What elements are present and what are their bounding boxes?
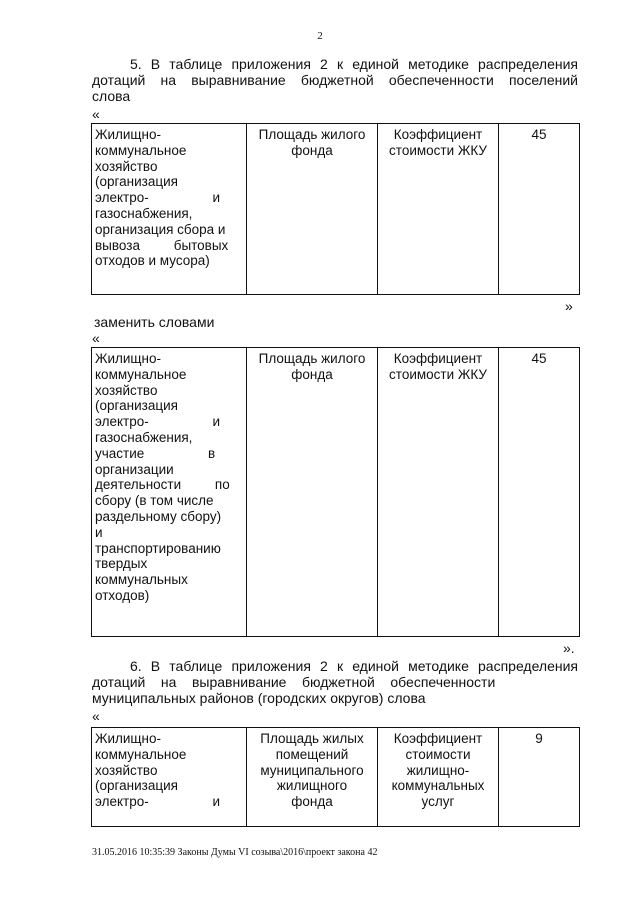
cell-line: Жилищно- — [95, 127, 161, 142]
cell-line: твердых — [95, 556, 148, 572]
cell-line: Коэффициент — [393, 127, 483, 142]
paragraph-line: слова — [92, 88, 131, 104]
cell-line: жилищно- — [406, 762, 470, 778]
cell-line: стоимости ЖКУ — [389, 142, 487, 158]
cell-line: стоимости ЖКУ — [389, 366, 487, 382]
cell-line: (организация — [95, 398, 178, 414]
table-cell-coefficient — [378, 348, 499, 637]
cell-line: фонда — [291, 142, 333, 158]
cell-line: хозяйство — [95, 762, 158, 778]
footer-file-path: 31.05.2016 10:35:39 Законы Думы VI созыва\2016\проект закона 42 — [92, 847, 378, 858]
table-row — [92, 124, 580, 295]
table-cell-indicator — [247, 124, 378, 295]
cell-line: коммунальных — [95, 572, 188, 588]
paragraph-5 — [92, 56, 578, 104]
table-cell-coefficient — [378, 124, 499, 295]
paragraph-line: дотаций на выравнивание бюджетной обеспеченности поселений — [92, 72, 578, 88]
cell-line: сбору (в том числе — [95, 493, 214, 509]
cell-line: услуг — [421, 794, 455, 810]
cell-line: фонда — [291, 366, 333, 382]
table-cell-branch — [92, 348, 247, 637]
cell-line: организации — [95, 461, 174, 477]
cell-line: Коэффициент — [393, 731, 483, 746]
cell-line: и — [95, 524, 103, 540]
cell-line: коммунальных — [391, 778, 485, 794]
cell-line: участие в — [95, 445, 216, 461]
table-cell-value: 45 — [499, 348, 580, 637]
table-cell-value: 45 — [499, 124, 580, 295]
page-number: 2 — [317, 30, 323, 42]
cell-line: отходов и мусора) — [95, 253, 210, 269]
table-cell-indicator — [247, 728, 378, 827]
open-quote: « — [92, 330, 100, 346]
cell-line: газоснабжения, — [95, 205, 193, 221]
table-cell-coefficient — [378, 728, 499, 827]
cell-line: (организация — [95, 174, 178, 190]
paragraph-line: дотаций на выравнивание бюджетной обеспеченности — [92, 674, 496, 690]
cell-line: транспортированию — [95, 540, 221, 556]
cell-line: коммунальное — [95, 142, 187, 158]
cell-line: фонда — [291, 794, 333, 810]
table-cell-branch — [92, 728, 247, 827]
table-cell-branch — [92, 124, 247, 295]
close-quote-dot: ». — [563, 640, 575, 656]
cell-line: (организация — [95, 778, 178, 794]
cell-line: коммунальное — [95, 366, 187, 382]
cell-line: муниципального — [260, 762, 364, 778]
replace-text: заменить словами — [94, 314, 215, 330]
cell-line: отходов) — [95, 587, 150, 603]
open-quote: « — [92, 106, 100, 122]
paragraph-line: 6. В таблице приложения 2 к единой методике распределения — [130, 658, 578, 674]
cell-line: раздельному сбору) — [95, 508, 222, 524]
cell-line: Жилищно- — [95, 731, 161, 746]
paragraph-line: 5. В таблице приложения 2 к единой методике распределения — [130, 56, 578, 72]
cell-line: газоснабжения, — [95, 429, 193, 445]
cell-line: коммунальное — [95, 746, 187, 762]
cell-line: хозяйство — [95, 158, 158, 174]
open-quote: « — [92, 708, 100, 724]
cell-line: деятельности по — [95, 477, 230, 493]
close-quote: » — [565, 298, 573, 314]
table-row — [92, 348, 580, 637]
paragraph-6 — [92, 658, 578, 706]
cell-line: организация сбора и — [95, 221, 226, 237]
table-cell-value: 9 — [499, 728, 580, 827]
cell-line: Жилищно- — [95, 351, 161, 366]
cell-line: электро- и — [95, 190, 221, 206]
cell-line: Площадь жилого — [258, 351, 366, 366]
cell-line: Площадь жилых — [260, 731, 364, 746]
cell-line: Площадь жилого — [258, 127, 366, 142]
table-3 — [91, 727, 580, 827]
cell-line: Коэффициент — [393, 351, 483, 366]
cell-line: жилищного — [276, 778, 348, 794]
cell-line: электро- и — [95, 794, 221, 810]
table-2 — [91, 347, 580, 637]
cell-line: электро- и — [95, 414, 221, 430]
cell-line: вывоза бытовых — [95, 237, 229, 253]
table-1 — [91, 123, 580, 295]
cell-line: помещений — [275, 746, 349, 762]
paragraph-line: муниципальных районов (городских округов) слова — [92, 690, 426, 706]
table-row — [92, 728, 580, 827]
cell-line: стоимости — [405, 746, 471, 762]
table-cell-indicator — [247, 348, 378, 637]
cell-line: хозяйство — [95, 382, 158, 398]
